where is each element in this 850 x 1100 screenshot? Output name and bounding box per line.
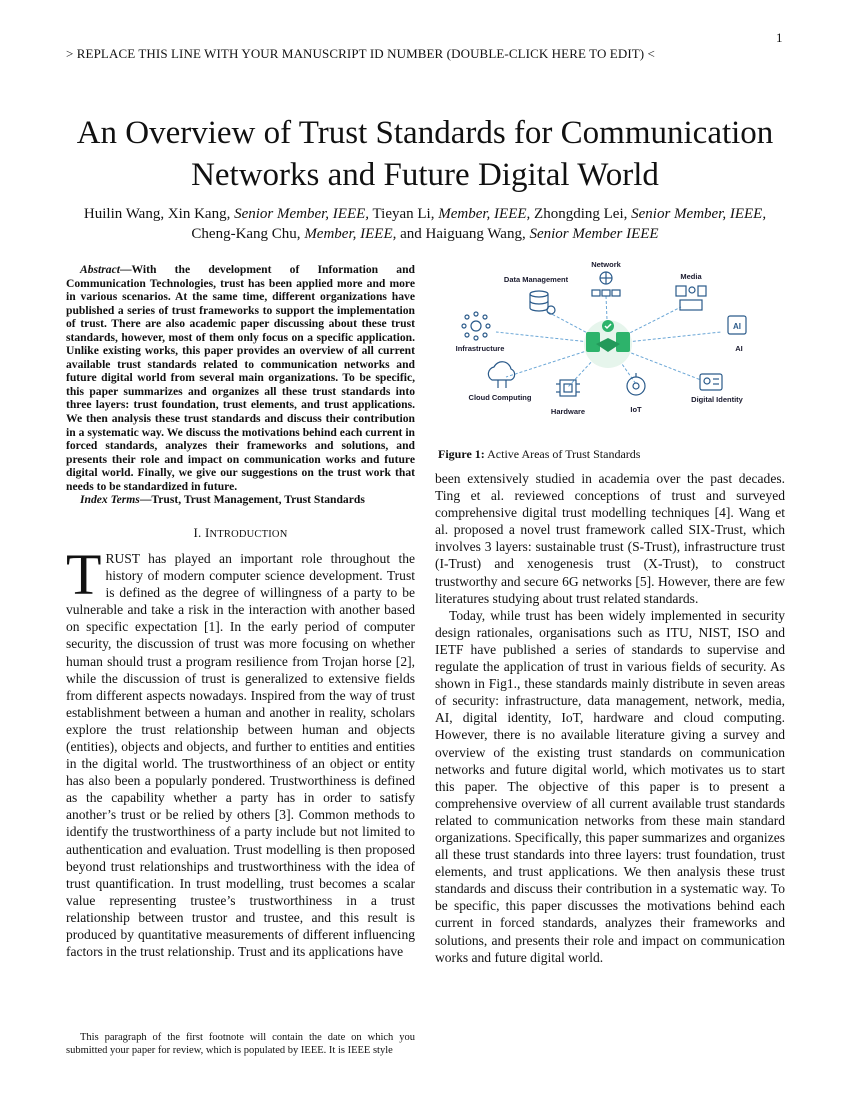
- footnote: This paragraph of the first footnote will contain the date on which you submitted your paper for review, which is populated by IEEE. It is IEEE style: [66, 1032, 415, 1056]
- index-terms-text: —Trust, Trust Management, Trust Standards: [139, 493, 365, 507]
- abstract-label: Abstract: [80, 263, 120, 276]
- authors-5: and Haiguang Wang,: [396, 226, 530, 242]
- abstract-dash: —: [119, 263, 132, 276]
- left-column: [66, 263, 415, 960]
- id-card-icon: [700, 374, 722, 390]
- abstract: [66, 263, 415, 493]
- label-network: Network: [591, 260, 621, 269]
- title-line-2: Networks and Future Digital World: [191, 157, 659, 193]
- label-ai: AI: [735, 344, 743, 353]
- title-line-1: An Overview of Trust Standards for Communication: [76, 115, 774, 151]
- intro-paragraph-1: [66, 541, 415, 960]
- label-media: Media: [680, 272, 702, 281]
- right-column: [435, 470, 785, 966]
- label-digital-identity: Digital Identity: [691, 395, 743, 404]
- authors-4: Cheng-Kang Chu,: [191, 226, 305, 242]
- label-iot: IoT: [630, 405, 642, 414]
- authors-2-role: Member, IEEE,: [438, 206, 531, 222]
- authors-1-role: Senior Member, IEEE,: [234, 206, 370, 222]
- cloud-icon: [488, 362, 514, 388]
- label-infrastructure: Infrastructure: [455, 344, 505, 353]
- infrastructure-icon: [462, 312, 490, 340]
- chip-icon: [556, 380, 580, 396]
- network-icon: [592, 272, 620, 296]
- drop-cap: T: [66, 541, 102, 607]
- figure-caption-text: Active Areas of Trust Standards: [484, 447, 641, 461]
- index-terms: [66, 493, 415, 507]
- section-title-first: I: [204, 524, 210, 540]
- section-heading-introduction: [66, 524, 415, 543]
- figure-active-areas: [436, 252, 781, 443]
- media-icon: [676, 286, 706, 310]
- intro-paragraph-1-text: RUST has played an important role throughout the history of modern computer science development. Trust is defined as the degree of willingness of a party to be vulnerable and take a risk in the interaction with another based on specific expectation [1]. In the early period of computer security, the discussion of trust was more focusing on whether human should trust a program resilience from Trojan horse [2], while the discussion of trust is generalized to extensive fields from different aspects nowadays. Inspired from the way of trust establishment between a human and another in reality, scholars explore the trust relationship between human and objects (entities), objects and objects, and further to entities and entities in the digital world. The trustworthiness of an object or entity has also been a popularly pondered. Trustworthiness is defined as the capability whether a party has in order to satisfy another’s trust or be relied by others [3]. Common methods to identify the trustworthiness of a party include but not limited to authentication and evaluation. Trust modelling is then proposed beyond trust relationships and trustworthiness with the idea of trust quantification. In trust modelling, trust becomes a scalar value representing trustee’s trustworthiness in a trust relationship between trustor and trustee, and this result is produced by quantitative measurements of different influencing factors in the trust relationship. Trust and its applications have: [66, 550, 415, 960]
- section-numeral: I.: [193, 524, 205, 540]
- page-number: 1: [776, 30, 783, 45]
- figure-diagram: [436, 252, 781, 443]
- iot-icon: [627, 373, 645, 395]
- intro-paragraph-1-continued: been extensively studied in academia over the past decades. Ting et al. reviewed conceptions of trust and surveyed comprehensive digital trust modelling techniques [4]. Wang et al. proposed a novel trust framework called SIX-Trust, which involves 3 layers: sustainable trust (S-Trust), infrastructure trust (I-Trust) and xenogenesis trust (X-Trust), to construct trustworthy and secure 6G networks [5]. However, there are few literatures studying about trust related standards.: [435, 471, 785, 606]
- handshake-icon: [584, 320, 632, 368]
- ai-chip-icon: [728, 316, 746, 334]
- label-data-management: Data Management: [503, 275, 569, 284]
- label-cloud-computing: Cloud Computing: [468, 393, 532, 402]
- authors-3-role: Senior Member, IEEE,: [631, 206, 767, 222]
- paper-title: [0, 112, 850, 196]
- index-terms-label: Index Terms: [80, 493, 140, 507]
- authors-3: Zhongding Lei,: [530, 206, 632, 222]
- database-icon: [530, 291, 555, 314]
- figure-caption-label: Figure 1:: [438, 447, 485, 461]
- authors-5-role: Senior Member IEEE: [529, 226, 659, 242]
- section-title-rest: NTRODUCTION: [209, 528, 288, 540]
- authors-4-role: Member, IEEE,: [304, 226, 397, 242]
- ai-chip-text: AI: [733, 322, 741, 331]
- authors-2: Tieyan Li,: [369, 206, 439, 222]
- intro-paragraph-2: Today, while trust has been widely implemented in security design rationales, organisations such as ITU, NIST, ISO and IETF have published a series of standards to supervise and regulate the application of trust in various fields of security. As shown in Fig1., these standards mainly distribute in seven areas of security: infrastructure, data management, network, media, AI, digital identity, IoT, hardware and cloud computing. However, there is no available literature giving a survey and overview of the existing trust standards on communication networks and future digital world, which motivates us to start this paper. The objective of this paper is to present a comprehensive overview of all current available trust standards related to communication networks from these main standard organizations. Specifically, this paper summarizes and organizes all these trust standards into three layers: trust foundation, trust elements, and trust applications. We then analysis these trust standards and discuss their contribution in a systematic way. To be specific, this paper discusses the motivations behind each current in forced standards, analyzes their frameworks and solutions, and presents their role and impact on communication works and future digital world.: [435, 607, 785, 965]
- label-hardware: Hardware: [550, 407, 586, 416]
- author-list: [40, 204, 810, 244]
- manuscript-id-header[interactable]: > REPLACE THIS LINE WITH YOUR MANUSCRIPT ID NUMBER (DOUBLE-CLICK HERE TO EDIT) <: [66, 46, 655, 61]
- authors-1: Huilin Wang, Xin Kang,: [83, 206, 235, 222]
- figure-caption: [438, 447, 640, 462]
- abstract-text: With the development of Information and Communication Technologies, trust has been applied more and more in various scenarios. At the same time, different organizations have published a series of trust frameworks to support the implementation of trust. There are also academic paper discussing about these trust standards, however, most of them only focus on a specific application. Unlike existing works, this paper provides an overview of all current available trust standards related to communication networks and future digital world from several main organizations. To be specific, this paper summarizes and organizes all these trust standards into three layers: trust foundation, trust elements, and trust applications. We then analysis these trust standards and discuss their contribution in a systematic way. We discuss the motivations behind each current in forced standards, analyzes their frameworks and solutions, and presents their role and impact on communication works and future digital world. Finally, we give our suggestions on the trust work that needs to be standardized in future.: [66, 263, 415, 493]
